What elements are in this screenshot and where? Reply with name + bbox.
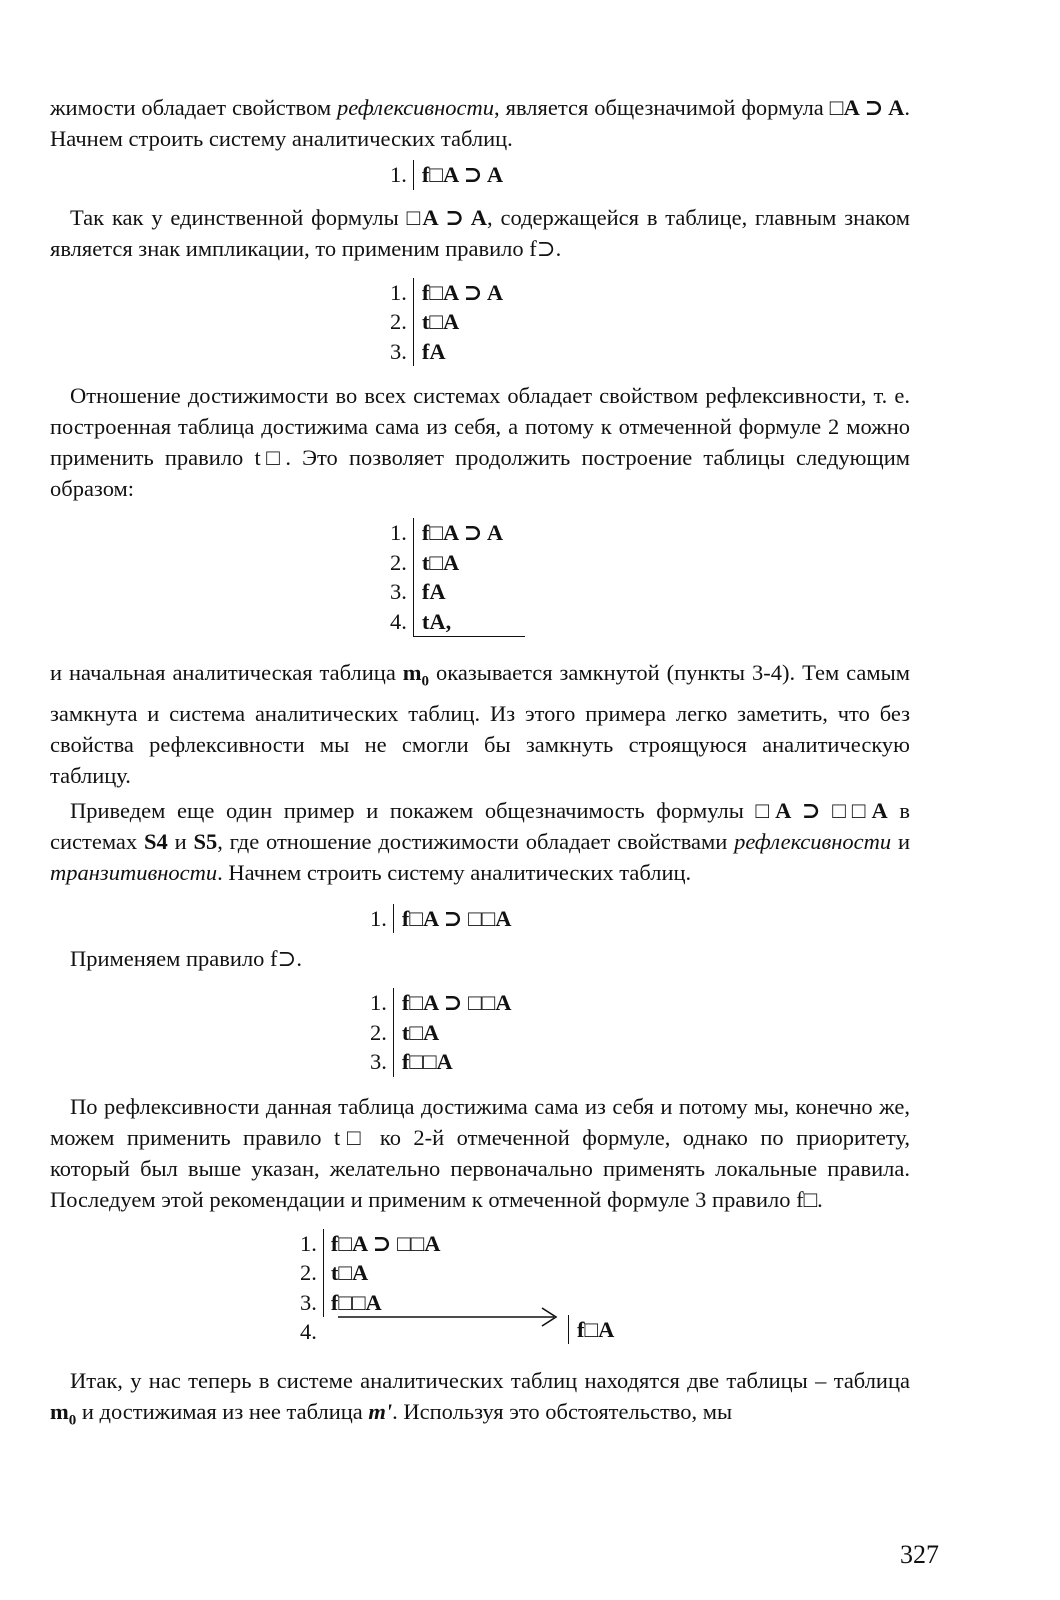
- row-number: 2.: [390, 309, 407, 334]
- text-run: и: [167, 828, 194, 854]
- row-number: 1.: [390, 162, 407, 187]
- subscript: 0: [421, 673, 430, 690]
- tableau-formula: t□A: [330, 1260, 369, 1285]
- text-run: , является общезначимой формула: [494, 95, 830, 120]
- text-run: и начальная аналитическая таблица: [50, 660, 403, 685]
- system-name: S5: [193, 828, 218, 854]
- tableau-4: [370, 904, 910, 934]
- tableau-3: [390, 518, 910, 637]
- tableau-formula: t□A: [421, 549, 460, 575]
- text-run: и: [891, 828, 911, 854]
- text-run: жимости обладает свойством: [50, 95, 338, 120]
- paragraph-4: [50, 657, 910, 791]
- text-run: и достижимая из нее таблица: [76, 1398, 369, 1424]
- tableau-formula: f□A ⊃ A: [421, 520, 504, 545]
- paragraph-8: [50, 1365, 910, 1437]
- tableau-bar: [323, 1229, 324, 1317]
- paragraph-6: Применяем правило f⊃.: [70, 946, 303, 971]
- tableau-5: [370, 988, 910, 1077]
- subscript: 0: [68, 1412, 77, 1428]
- tableau-formula: f□□A: [401, 1049, 453, 1074]
- text-run: , содержащейся в таблице, главным знаком является знак импликации, то применим правило f⊃.: [50, 204, 910, 261]
- row-number: 3.: [390, 579, 407, 604]
- paragraph-5: [50, 795, 910, 888]
- tableau-1: [390, 160, 910, 190]
- text-run: . Начнем строить систему аналитических таблиц.: [50, 95, 910, 151]
- paragraph-3: Отношение достижимости во всех системах обладает свойством рефлексивности, т. е. построенная таблица достижима сама из себя, а потому к отмеченной формуле 2 можно применить правило t□. Это позволяет продолжить построение таблицы следующим образом:: [50, 383, 910, 501]
- tableau-6-with-branch: [300, 1229, 910, 1349]
- text-run: , где отношение достижимости обладает свойствами: [217, 828, 735, 854]
- row-number: 2.: [300, 1260, 317, 1285]
- paragraph-7: По рефлексивности данная таблица достижима сама из себя и потому мы, конечно же, можем применить правило t□ ко 2-й отмеченной формуле, однако по приоритету, который был выше указан, желательно первоначально применять локальные правила. Последуем этой рекомендации и применим к отмеченной формуле 3 правило f□.: [50, 1093, 910, 1212]
- formula: □A ⊃ □□A: [755, 797, 888, 823]
- tableau-formula: f□□A: [330, 1289, 382, 1315]
- paragraph-2: [50, 202, 910, 264]
- text-run: . Используя это обстоятельство, мы: [392, 1398, 733, 1424]
- tableau-formula: f□A ⊃ A: [421, 162, 504, 187]
- reachability-arrow-icon: [336, 1297, 566, 1327]
- formula: m': [368, 1398, 393, 1424]
- row-number: 2.: [390, 549, 407, 575]
- tableau-2: [390, 278, 910, 367]
- italic-term: рефлексивности: [734, 828, 892, 854]
- formula: m: [50, 1398, 69, 1424]
- tableau-formula: fA: [421, 579, 446, 604]
- system-name: S4: [143, 828, 168, 854]
- row-number: 3.: [300, 1289, 317, 1315]
- row-number: 3.: [370, 1049, 387, 1074]
- italic-term: транзитивности: [50, 859, 218, 885]
- formula: □A ⊃ A: [829, 95, 905, 120]
- row-number: 1.: [370, 990, 387, 1015]
- row-number: 1.: [300, 1230, 317, 1256]
- row-number: 1.: [390, 520, 407, 545]
- text-run: Так как у единственной формулы: [70, 204, 407, 230]
- row-number: 1.: [370, 905, 387, 931]
- tableau-formula: f□A ⊃ □□A: [401, 905, 512, 931]
- tableau-formula: fA: [421, 338, 446, 364]
- paragraph-1: [50, 92, 910, 154]
- formula: m: [402, 660, 422, 685]
- text-run: оказывается замкнутой (пункты 3-4). Тем самым замкнута и система аналитических таблиц. Из этого примера легко заметить, что без свойства рефлексивности мы не смогли бы замкнуть строящуюся аналитическую таблицу.: [50, 660, 910, 788]
- page-content: [50, 92, 910, 1436]
- text-run: в системах: [50, 797, 910, 854]
- tableau-formula: f□A: [577, 1316, 615, 1342]
- tableau-formula: f□A ⊃ A: [421, 279, 504, 305]
- tableau-m-prime: [568, 1315, 614, 1345]
- tableau-formula: f□A ⊃ □□A: [401, 990, 512, 1015]
- row-number: 4.: [300, 1319, 317, 1344]
- row-number: 4.: [390, 608, 407, 634]
- tableau-formula: f□A ⊃ □□A: [330, 1230, 441, 1256]
- tableau-formula: tA,: [421, 608, 452, 634]
- text-run: Приведем еще один пример и покажем общезначимость формулы: [70, 797, 756, 823]
- text-run: Итак, у нас теперь в системе аналитических таблиц находятся две таблицы – таблица: [70, 1367, 910, 1393]
- tableau-formula: t□A: [401, 1019, 440, 1045]
- text-run: . Начнем строить систему аналитических таблиц.: [217, 859, 692, 885]
- row-number: 1.: [390, 279, 407, 305]
- row-number: 2.: [370, 1019, 387, 1045]
- tableau-formula: t□A: [421, 309, 460, 334]
- page-number: 327: [900, 1540, 939, 1569]
- row-number: 3.: [390, 338, 407, 364]
- italic-term: рефлексивности: [337, 95, 495, 120]
- closure-line: [413, 607, 525, 638]
- formula: □A ⊃ A: [406, 204, 487, 230]
